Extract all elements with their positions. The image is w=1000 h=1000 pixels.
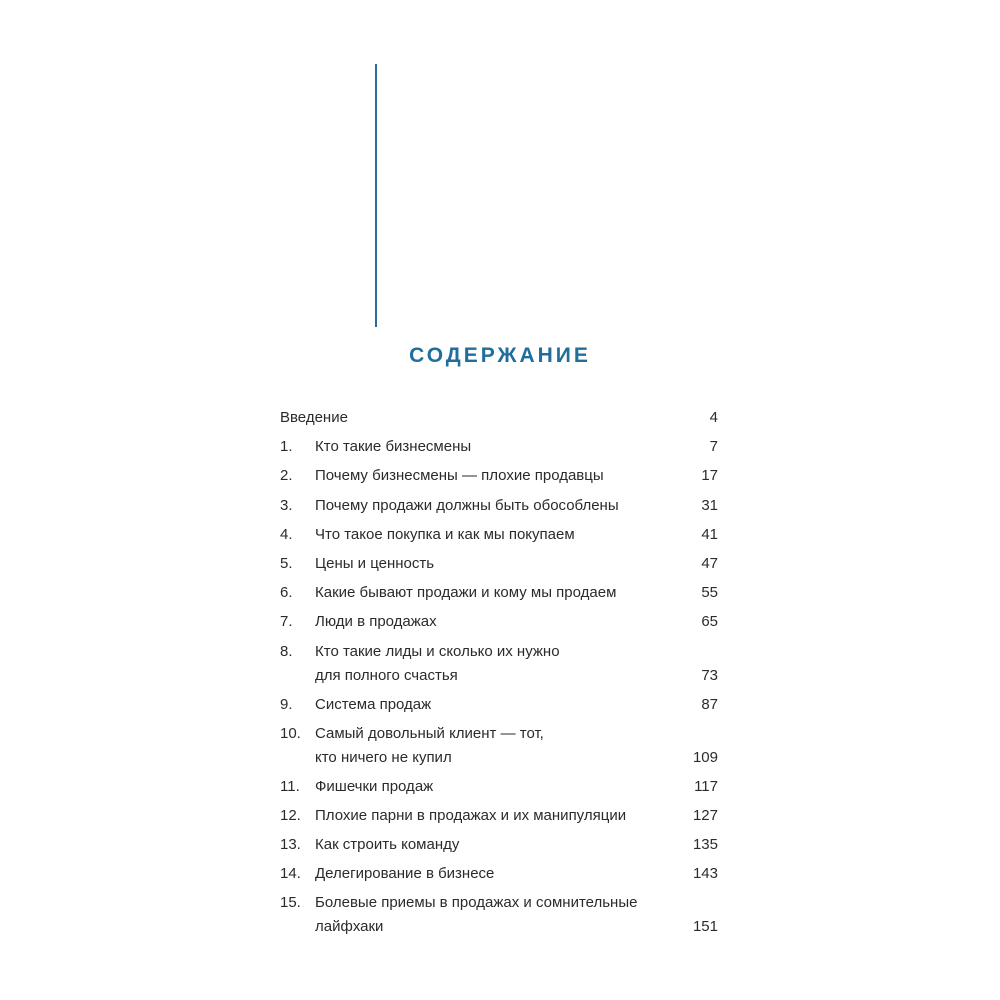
toc-entry-number: 7. — [280, 613, 293, 631]
toc-entry-page: 17 — [701, 467, 718, 485]
toc-entry-number: 2. — [280, 467, 293, 485]
toc-entry-title: Что такое покупка и как мы покупаем — [315, 525, 575, 543]
toc-entry — [280, 464, 718, 493]
toc-entry-title-line2: для полного счастья — [315, 666, 458, 684]
page-title: СОДЕРЖАНИЕ — [409, 344, 591, 367]
toc-entry-title: Введение — [280, 409, 348, 426]
toc-entry-title: Делегирование в бизнесе — [315, 865, 495, 883]
toc-entry-number: 5. — [280, 554, 293, 572]
toc-entry-title-line1: Кто такие лиды и сколько их нужно — [315, 642, 560, 660]
toc-entry-page: 55 — [701, 584, 718, 602]
toc-entry-title — [315, 640, 655, 688]
toc-entry-page: 127 — [692, 806, 718, 824]
toc-entry-number: 13. — [280, 836, 301, 854]
toc-entry-title: Система продаж — [315, 695, 432, 713]
toc-entry-number: 1. — [280, 438, 293, 456]
toc-entry — [280, 552, 718, 581]
toc-entry-page: 31 — [701, 496, 718, 514]
toc-entry — [280, 640, 718, 693]
toc-entry-page: 143 — [692, 865, 718, 883]
decorative-vertical-rule — [375, 64, 377, 327]
toc-entry-number: 4. — [280, 525, 293, 543]
toc-entry-title: Какие бывают продажи и кому мы продаем — [315, 584, 617, 602]
toc-entry — [280, 693, 718, 722]
toc-entry — [280, 494, 718, 523]
toc-entry — [280, 862, 718, 891]
toc-entry — [280, 523, 718, 552]
toc-entry-title: Цены и ценность — [315, 554, 435, 572]
toc-entry-title: Кто такие бизнесмены — [315, 438, 472, 456]
toc-entry-title: Как строить команду — [315, 836, 460, 854]
toc-entry-page: 65 — [701, 613, 718, 631]
toc-entry-number: 8. — [280, 642, 293, 660]
toc-entry-number: 6. — [280, 584, 293, 602]
toc-entry-number: 10. — [280, 724, 301, 742]
toc-entry-page: 135 — [692, 836, 718, 854]
toc-entry — [280, 891, 718, 944]
toc-entry — [280, 833, 718, 862]
toc-entry-number: 3. — [280, 496, 293, 514]
toc-entry — [280, 722, 718, 775]
toc-entry-number: 14. — [280, 865, 301, 883]
toc-entry — [280, 581, 718, 610]
toc-entry-title: Плохие парни в продажах и их манипуляции — [315, 806, 627, 824]
toc-entry-page: 41 — [701, 525, 718, 543]
toc-entry-title: Почему бизнесмены — плохие продавцы — [315, 467, 604, 485]
toc-entry-title — [315, 891, 655, 939]
toc-entry-number: 15. — [280, 894, 301, 912]
toc-entry — [280, 775, 718, 804]
toc-entry-title — [315, 722, 655, 770]
toc-entry — [280, 804, 718, 833]
toc-entry — [280, 406, 718, 435]
toc-entry — [280, 435, 718, 464]
table-of-contents — [280, 406, 718, 944]
toc-entry-title: Люди в продажах — [315, 613, 437, 631]
toc-entry-page: 117 — [694, 777, 718, 795]
toc-entry-title-line2: кто ничего не купил — [315, 748, 452, 766]
toc-entry-title-line1: Самый довольный клиент — тот, — [315, 724, 544, 742]
toc-entry-page: 47 — [701, 554, 718, 572]
toc-entry-number: 12. — [280, 806, 301, 824]
toc-entry-page: 151 — [692, 918, 718, 936]
toc-entry-title: Почему продажи должны быть обособлены — [315, 496, 619, 514]
toc-entry-title-line2: лайфхаки — [315, 918, 384, 936]
toc-entry-page: 7 — [709, 438, 718, 456]
toc-entry-page: 73 — [701, 666, 718, 684]
toc-entry-page: 87 — [701, 695, 718, 713]
toc-entry-number: 11. — [280, 777, 300, 795]
toc-entry-title-line1: Болевые приемы в продажах и сомнительные — [315, 894, 638, 912]
toc-entry-page: 109 — [692, 748, 718, 766]
toc-entry-number: 9. — [280, 695, 293, 713]
toc-entry — [280, 610, 718, 639]
toc-entry-title: Фишечки продаж — [315, 777, 434, 795]
toc-entry-page: 4 — [709, 409, 718, 426]
